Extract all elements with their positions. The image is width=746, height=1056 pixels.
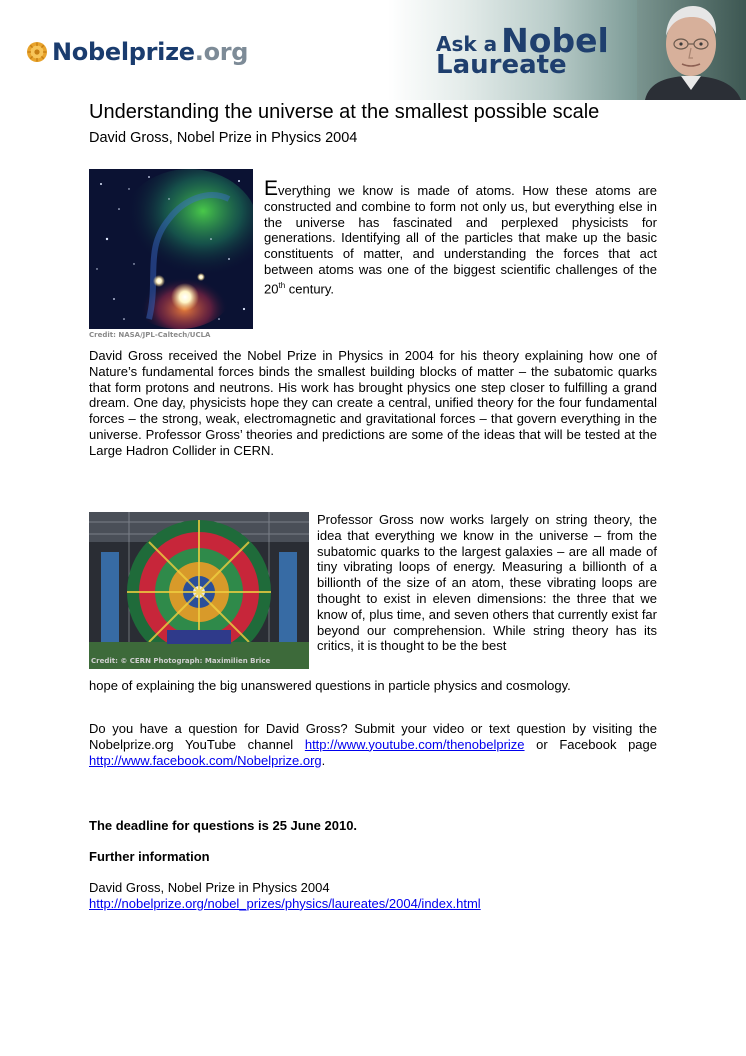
image2-credit: Credit: © CERN Photograph: Maximilien Brice [91, 657, 271, 665]
article-subtitle: David Gross, Nobel Prize in Physics 2004 [89, 130, 358, 146]
further-information-heading: Further information [89, 849, 210, 864]
deadline-text: The deadline for questions is 25 June 2010. [89, 818, 358, 833]
ask-a-text: Ask a [436, 32, 498, 56]
laureate-page-link[interactable]: http://nobelprize.org/nobel_prizes/physics/laureates/2004/index.html [89, 895, 481, 911]
question-paragraph: Do you have a question for David Gross? Submit your video or text question by visiting the Nobelprize.org YouTube channel http://www.youtube.com/thenobelprize or Facebook page http://www.facebook.com/Nobelprize.org. [89, 721, 657, 768]
intro-paragraph: Everything we know is made of atoms. How these atoms are constructed and combine to form not only us, but everything else in the universe has fascinated and perplexed physicists for generations. Identifying all of the particles that make up the basic constituents of matter, and understanding the forces that act between atoms was one of the biggest scientific challenges of the 20th century. [264, 177, 657, 297]
cern-detector-image [89, 512, 309, 669]
page-header [0, 0, 746, 100]
nobel-medal-icon [26, 41, 48, 63]
image1-credit: Credit: NASA/JPL-Caltech/UCLA [89, 331, 211, 339]
article-title: Understanding the universe at the smallest possible scale [89, 101, 600, 123]
nobel-text: Nobel [501, 21, 609, 60]
nobelprize-logo[interactable] [26, 38, 248, 66]
further-information-line: David Gross, Nobel Prize in Physics 2004 [89, 880, 330, 895]
nebula-image [89, 169, 253, 329]
youtube-link[interactable]: http://www.youtube.com/thenobelprize [304, 736, 525, 752]
ask-a-nobel-laureate-banner [436, 21, 609, 80]
body-paragraph-nobel-prize: David Gross received the Nobel Prize in Physics in 2004 for his theory explaining how one of Nature’s fundamental forces binds the smallest building blocks of matter – the subatomic quarks that form protons and neutrons. His work has brought physics one step closer to fulfilling a grand dream. One day, physicists hope they can create a central, unified theory for the four fundamental forces – the strong, weak, electromagnetic and gravitational forces – that govern everything in the universe. Professor Gross’ theories and predictions are some of the ideas that will be tested at the Large Hadron Collider in CERN. [89, 348, 657, 458]
laureate-text: Laureate [436, 50, 567, 80]
laureate-portrait [637, 0, 746, 100]
logo-wordmark: Nobelprize.org [52, 38, 249, 66]
further-information [89, 880, 481, 912]
body-paragraph-string-theory-end: hope of explaining the big unanswered questions in particle physics and cosmology. [89, 678, 571, 693]
body-paragraph-string-theory: Professor Gross now works largely on string theory, the idea that everything we know in the universe – from the subatomic quarks to the largest galaxies – are all made of tiny vibrating loops of energy. Measuring a billionth of a billionth of the size of an atom, these vibrating loops are thought to exist in eleven dimensions: the three that we know of, plus time, and seven others that currently exist far beyond our comprehension. While string theory has its critics, it is thought to be the best [317, 512, 657, 654]
drop-cap: E [264, 177, 279, 200]
facebook-link[interactable]: http://www.facebook.com/Nobelprize.org [89, 752, 322, 768]
